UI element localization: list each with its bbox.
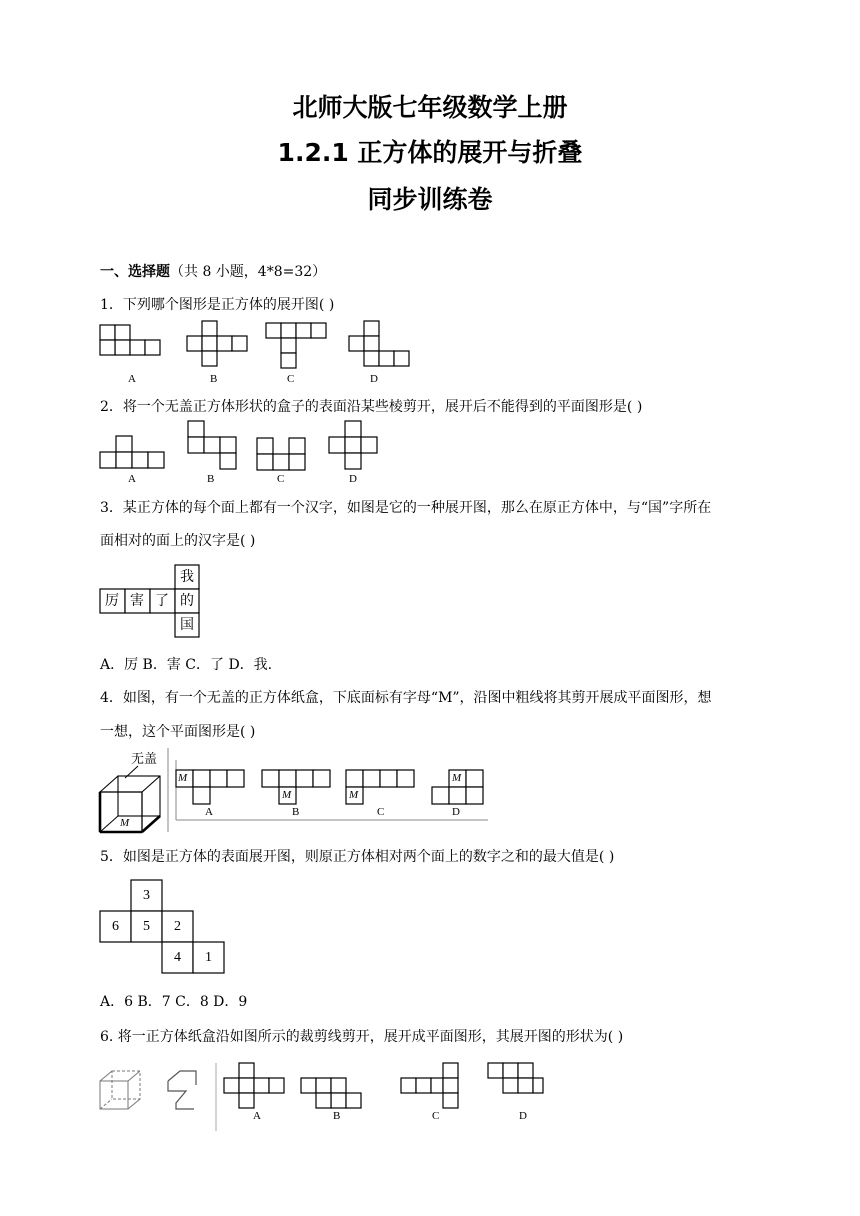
q1-label-d: D [370,373,378,385]
q6-figure-b [301,1078,361,1108]
question-2-text: 2．将一个无盖正方体形状的盒子的表面沿某些棱剪开，展开后不能得到的平面图形是( ) [100,399,643,415]
q6-label-d: D [519,1110,527,1122]
q4-label-c: C [377,806,385,818]
question-1-text: 1．下列哪个图形是正方体的展开图( ) [100,297,335,313]
q4-d-letter: M [452,772,462,784]
question-3-line-2: 面相对的面上的汉字是( ) [100,533,256,549]
q5-number-6: 6 [112,919,119,934]
section-heading-label: 一、选择题 [100,264,170,280]
q6-label-c: C [432,1110,440,1122]
q5-number-1: 1 [205,950,212,965]
q2-label-c: C [277,473,285,485]
question-5-options: A．6 B．7 C．8 D．9 [100,994,248,1010]
question-4-line-2: 一想，这个平面图形是( ) [100,724,256,740]
question-4-line-1: 4．如图，有一个无盖的正方体纸盒，下底面标有字母“M”，沿图中粗线将其剪开展成平面图形，想 [100,690,712,706]
q4-label-d: D [452,806,460,818]
q1-label-b: B [210,373,218,385]
q4-a-letter: M [178,772,188,784]
title-line-3: 同步训练卷 [367,185,493,214]
q3-cell-le: 了 [155,593,169,609]
q2-label-a: A [128,473,136,485]
q4-box-letter: M [120,817,130,829]
q3-cell-guo: 国 [180,617,194,633]
q5-number-2: 2 [174,919,181,934]
q5-number-5: 5 [143,919,150,934]
q6-cut-lines [168,1071,196,1109]
q3-cell-wo: 我 [180,569,194,585]
title-line-1: 北师大版七年级数学上册 [292,93,568,122]
q4-c-letter: M [349,789,359,801]
q6-label-a: A [253,1110,261,1122]
q3-cell-hai: 害 [130,593,144,609]
q3-cell-li: 厉 [105,593,119,609]
question-6-text: 6. 将一正方体纸盒沿如图所示的裁剪线剪开，展开成平面图形，其展开图的形状为( ) [100,1029,624,1045]
section-heading-info: （共 8 小题，4*8=32） [170,264,327,280]
q4-b-letter: M [282,789,292,801]
question-5-text: 5．如图是正方体的表面展开图，则原正方体相对两个面上的数字之和的最大值是( ) [100,849,615,865]
q6-label-b: B [333,1110,341,1122]
q4-label-b: B [292,806,300,818]
title-line-2: 1.2.1 正方体的展开与折叠 [277,138,583,167]
q2-label-b: B [207,473,215,485]
question-3-options: A．厉 B．害 C．了 D．我. [100,657,273,673]
q6-figure-d [488,1063,543,1093]
question-3-line-1: 3．某正方体的每个面上都有一个汉字，如图是它的一种展开图，那么在原正方体中，与“国”字所在 [100,500,712,516]
q3-cell-de: 的 [180,593,194,609]
q2-label-d: D [349,473,357,485]
q5-number-4: 4 [174,950,181,965]
q6-figure-c [401,1063,458,1108]
q4-lid-label: 无盖 [131,752,158,767]
q6-figure-a [224,1063,284,1108]
q6-cube [100,1071,140,1109]
q1-label-c: C [287,373,295,385]
q1-label-a: A [128,373,136,385]
q4-label-a: A [205,806,213,818]
q5-number-3: 3 [143,888,150,903]
